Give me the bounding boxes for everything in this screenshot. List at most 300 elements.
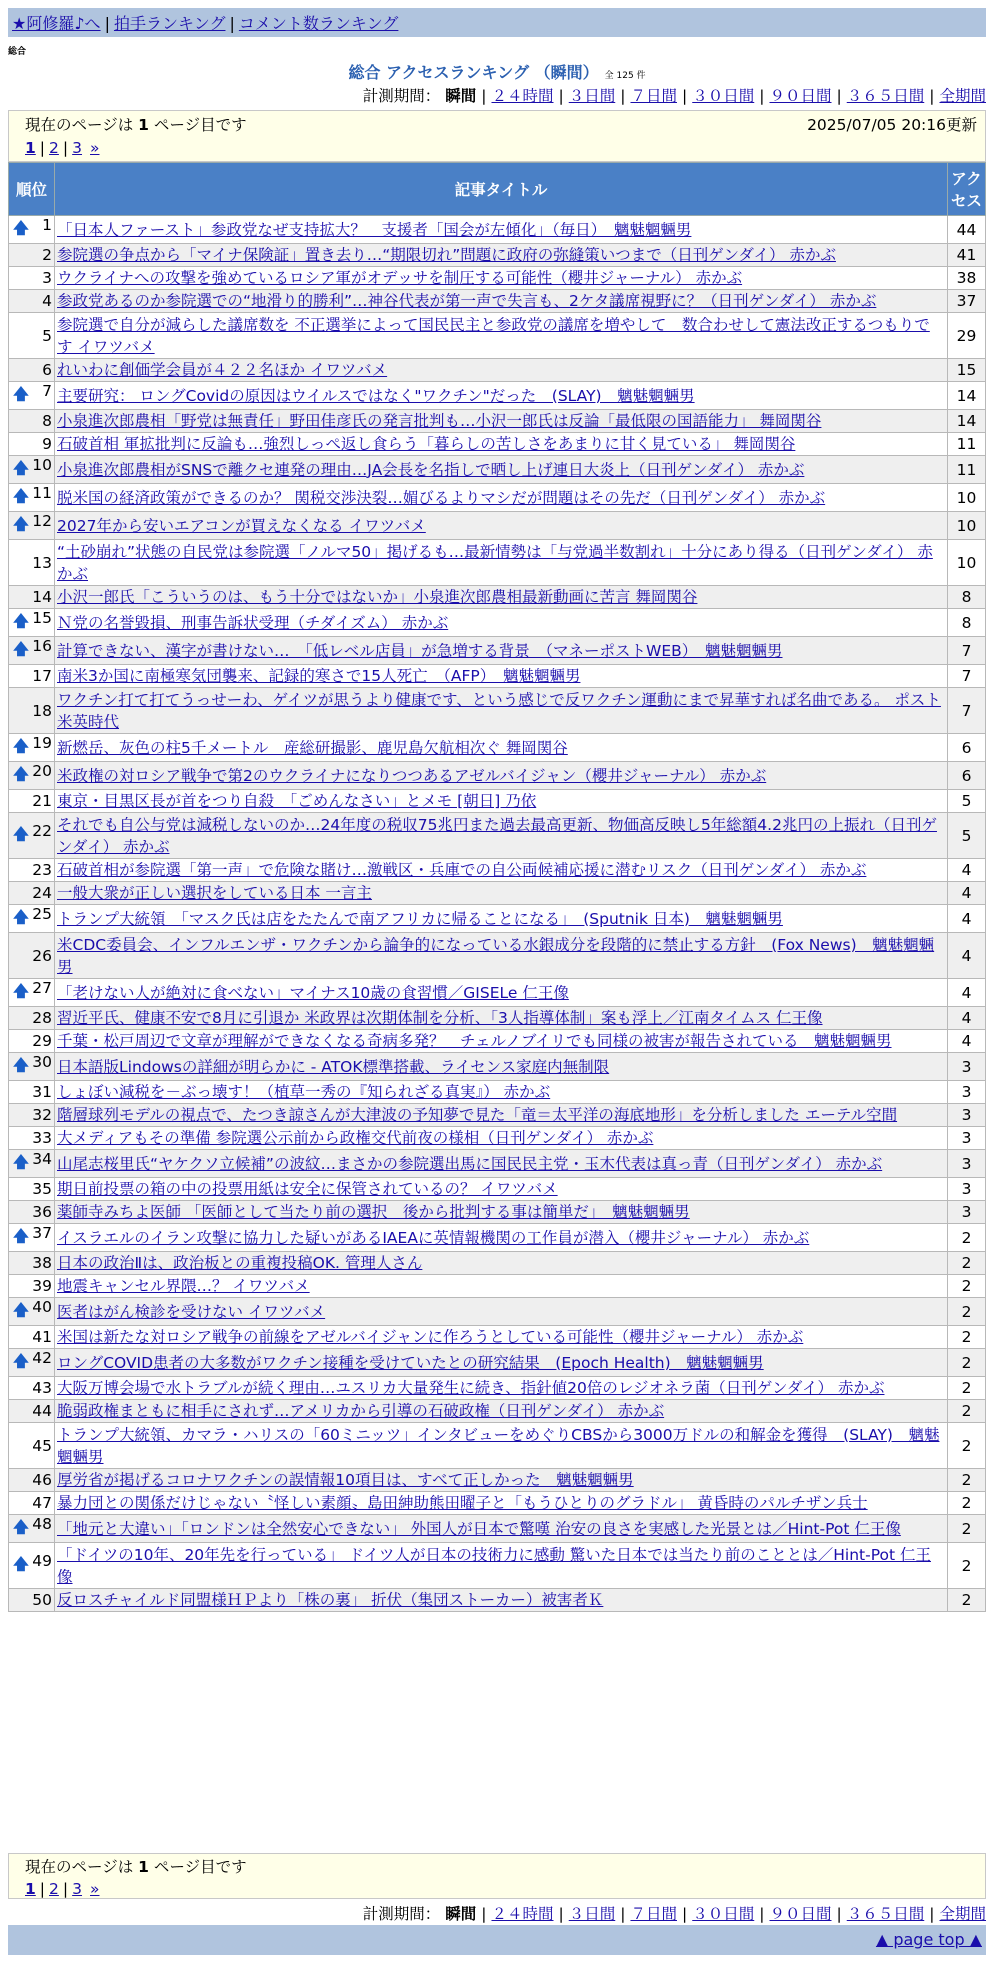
rank-number: 3 [42, 269, 52, 287]
rank-up-icon: 🡅 [13, 982, 29, 1000]
rank-number: 30 [32, 1053, 52, 1071]
rank-cell [9, 410, 55, 433]
table-row [9, 1423, 986, 1469]
title-cell [55, 1030, 948, 1053]
title-cell [55, 813, 948, 859]
rank-number: 24 [32, 884, 52, 902]
period-separator: | [929, 1905, 935, 1923]
article-link[interactable]: 米CDC委員会、インフルエンザ・ワクチンから論争的になっている水銀成分を段階的に禁止する方針 (Fox News) 魑魅魍魎男 [57, 935, 935, 976]
article-link[interactable]: 日本の政治Ⅱは、政治板との重複投稿OK. 管理人さん [57, 1254, 423, 1272]
title-cell [55, 1275, 948, 1298]
title-cell [55, 1543, 948, 1589]
current-page-text-bottom: 現在のページは 1 ページ目です [25, 1858, 247, 1876]
rank-number: 11 [32, 484, 52, 502]
rank-number: 35 [32, 1180, 52, 1198]
table-row [9, 882, 986, 905]
table-row [9, 290, 986, 313]
period-separator: | [836, 1905, 842, 1923]
table-row [9, 1469, 986, 1492]
rank-up-icon: 🡅 [13, 219, 29, 237]
access-count: 3 [948, 1104, 986, 1127]
title-cell [55, 1252, 948, 1275]
next-page-link[interactable]: » [90, 139, 100, 157]
title-cell [55, 433, 948, 456]
rank-number: 7 [42, 382, 52, 400]
rank-number: 32 [32, 1106, 52, 1124]
table-row [9, 979, 986, 1007]
rank-number: 13 [32, 553, 52, 572]
title-cell [55, 313, 948, 359]
article-link[interactable]: 小泉進次郎農相がSNSで離クセ連発の理由…JA会長を名指しで晒し上げ連日大炎上（日刊ゲンダイ） 赤かぶ [57, 460, 805, 479]
rank-number: 26 [32, 946, 52, 965]
article-link[interactable]: 日本語版Lindowsの詳細が明らかに - ATOK標準搭載、ライセンス家庭内無制限 [57, 1057, 610, 1076]
rank-cell [9, 1178, 55, 1201]
table-row [9, 540, 986, 586]
page-link-3[interactable]: 3 [72, 139, 83, 157]
title-cell [55, 484, 948, 512]
period-link-5[interactable]: ３６５日間 [846, 87, 925, 105]
table-row [9, 1515, 986, 1543]
rank-cell [9, 1469, 55, 1492]
rank-up-icon: 🡅 [13, 1518, 29, 1536]
title-cell [55, 1007, 948, 1030]
access-count: 2 [948, 1298, 986, 1326]
article-link[interactable]: 一般大衆が正しい選択をしている日本 一言主 [57, 884, 372, 902]
period-link-2[interactable]: ７日間 [630, 1905, 677, 1923]
article-link[interactable]: 大阪万博会場で水トラブルが続く理由…ユスリカ大量発生に続き、指針値20倍のレジオネラ菌（日刊ゲンダイ） 赤かぶ [57, 1379, 885, 1397]
title-cell [55, 1104, 948, 1127]
rank-up-icon: 🡅 [13, 1153, 29, 1171]
article-link[interactable]: 計算できない、漢字が書けない… 「低レベル店員」が急増する背景 （マネーポストWEB） 魑魅魍魎男 [57, 641, 783, 660]
rank-cell [9, 1543, 55, 1589]
table-row [9, 1377, 986, 1400]
rank-number: 42 [32, 1349, 52, 1367]
rank-cell [9, 734, 55, 762]
period-link-3[interactable]: ３０日間 [692, 87, 755, 105]
page-link-2[interactable]: 2 [49, 139, 59, 157]
table-row [9, 933, 986, 979]
rank-cell [9, 665, 55, 688]
access-count: 2 [948, 1275, 986, 1298]
title-cell [55, 410, 948, 433]
access-count: 4 [948, 882, 986, 905]
rank-up-icon: 🡅 [13, 908, 29, 926]
page-link-3[interactable]: 3 [72, 1880, 83, 1898]
rank-up-icon: 🡅 [13, 1301, 29, 1319]
rank-number: 6 [42, 361, 52, 379]
title-cell [55, 1298, 948, 1326]
table-row [9, 1326, 986, 1349]
top-nav-bar [8, 8, 986, 37]
rank-up-icon: 🡅 [13, 1056, 29, 1074]
rank-number: 48 [32, 1515, 52, 1533]
period-separator: | [481, 87, 487, 105]
nav-separator: | [229, 14, 235, 33]
article-link[interactable]: イスラエルのイラン攻撃に協力した疑いがあるIAEAに英情報機関の工作員が潜入（櫻井ジャーナル） 赤かぶ [57, 1228, 810, 1247]
page-separator: | [62, 1880, 69, 1898]
rank-number: 18 [32, 701, 52, 720]
rank-cell [9, 313, 55, 359]
access-count: 2 [948, 1377, 986, 1400]
rank-number: 47 [32, 1494, 52, 1512]
table-row [9, 1400, 986, 1423]
table-row [9, 1224, 986, 1252]
access-count: 6 [948, 762, 986, 790]
rank-number: 19 [32, 734, 52, 752]
rank-number: 14 [32, 588, 52, 606]
period-current: 瞬間 [445, 1905, 477, 1923]
table-row [9, 359, 986, 382]
period-separator: | [759, 87, 765, 105]
access-count: 4 [948, 1030, 986, 1053]
access-count: 2 [948, 1423, 986, 1469]
rank-number: 16 [32, 637, 52, 655]
period-separator: | [759, 1905, 765, 1923]
rank-number: 50 [32, 1591, 52, 1609]
period-link-0[interactable]: ２４時間 [491, 1905, 554, 1923]
rank-cell [9, 433, 55, 456]
rank-cell [9, 586, 55, 609]
article-link[interactable]: 参院選で自分が減らした議席数を 不正選挙によって国民民主と参政党の議席を増やして 数合わせして憲法改正するつもりです イワツバメ [57, 315, 930, 356]
rank-number: 15 [32, 609, 52, 627]
rank-cell [9, 609, 55, 637]
article-link[interactable]: 米国は新たな対ロシア戦争の前線をアゼルバイジャンに作ろうとしている可能性（櫻井ジャーナル） 赤かぶ [57, 1328, 804, 1346]
article-link[interactable]: 米政権の対ロシア戦争で第2のウクライナになりつつあるアゼルバイジャン（櫻井ジャーナル） 赤かぶ [57, 766, 767, 785]
rank-up-icon: 🡅 [13, 737, 29, 755]
rank-cell [9, 1349, 55, 1377]
period-link-1[interactable]: ３日間 [568, 87, 616, 105]
article-link[interactable]: それでも自公与党は減税しないのか…24年度の税収75兆円また過去最高更新、物価高反映し5年総額4.2兆円の上振れ（日刊ゲンダイ） 赤かぶ [57, 815, 937, 856]
article-link[interactable]: 暴力団との関係だけじゃない〝怪しい素顔〟島田紳助熊田曜子と「もうひとりのグラドル」 黄昏時のパルチザン兵士 [57, 1494, 868, 1512]
access-count: 44 [948, 216, 986, 244]
rank-number: 22 [32, 822, 52, 840]
article-link[interactable]: 地震キャンセル界隈…？ イワツバメ [57, 1277, 310, 1295]
rank-cell [9, 1515, 55, 1543]
title-cell [55, 540, 948, 586]
rank-cell [9, 1081, 55, 1104]
rank-cell [9, 790, 55, 813]
page-link-2[interactable]: 2 [49, 1880, 59, 1898]
access-count: 3 [948, 1201, 986, 1224]
article-link[interactable]: ウクライナへの攻撃を強めているロシア軍がオデッサを制圧する可能性（櫻井ジャーナル） 赤かぶ [57, 269, 743, 287]
page-separator: | [39, 1880, 46, 1898]
access-count: 29 [948, 313, 986, 359]
nav-link-comment-ranking[interactable]: コメント数ランキング [238, 14, 399, 33]
article-link[interactable]: Ｎ党の名誉毀損、刑事告訴状受理（チダイズム） 赤かぶ [57, 613, 449, 632]
rank-cell [9, 1275, 55, 1298]
table-row [9, 1298, 986, 1326]
table-row [9, 665, 986, 688]
table-row [9, 456, 986, 484]
article-link[interactable]: 南米3か国に南極寒気団襲来、記録的寒さで15人死亡 （AFP） 魑魅魍魎男 [57, 667, 581, 685]
article-link[interactable]: 薬師寺みちよ医師 「医師として当たり前の選択 後から批判する事は簡単だ」 魑魅魍魎男 [57, 1203, 690, 1221]
article-link[interactable]: 石破首相が参院選「第一声」で危険な賭け…激戦区・兵庫での自公両候補応援に潜むリスク（日刊ゲンダイ） 赤かぶ [57, 861, 867, 879]
access-count: 11 [948, 433, 986, 456]
table-row [9, 586, 986, 609]
rank-number: 28 [32, 1009, 52, 1027]
rank-up-icon: 🡅 [13, 515, 29, 533]
rank-number: 41 [32, 1328, 52, 1346]
table-row [9, 1492, 986, 1515]
rank-cell [9, 859, 55, 882]
table-row [9, 1275, 986, 1298]
article-link[interactable]: トランプ大統領、カマラ・ハリスの「60ミニッツ」インタビューをめぐりCBSから3000万ドルの和解金を獲得 (SLAY) 魑魅魍魎男 [57, 1425, 940, 1466]
header-title: 記事タイトル [55, 163, 948, 216]
article-link[interactable]: 小泉進次郎農相「野党は無責任」野田佳彦氏の発言批判も…小沢一郎氏は反論「最低限の国語能力」 舞岡関谷 [57, 412, 822, 430]
rank-number: 1 [42, 216, 52, 234]
article-link[interactable]: 参院選の争点から「マイナ保険証」置き去り…“期限切れ”問題に政府の弥縫策いつまで（日刊ゲンダイ） 赤かぶ [57, 246, 836, 264]
access-count: 3 [948, 1178, 986, 1201]
article-link[interactable]: 「ドイツの10年、20年先を行っている」 ドイツ人が日本の技術力に感動 驚いた日本では当たり前のこととは／Hint-Pot 仁王像 [57, 1545, 931, 1586]
access-count: 2 [948, 1252, 986, 1275]
rank-number: 34 [32, 1150, 52, 1168]
title-cell [55, 1326, 948, 1349]
access-count: 3 [948, 1150, 986, 1178]
period-link-0[interactable]: ２４時間 [491, 87, 554, 105]
table-row [9, 905, 986, 933]
access-count: 2 [948, 1492, 986, 1515]
page-separator: | [39, 139, 46, 157]
title-cell [55, 1127, 948, 1150]
rank-up-icon: 🡅 [13, 385, 29, 403]
rank-cell [9, 512, 55, 540]
title-cell [55, 665, 948, 688]
title-cell [55, 1492, 948, 1515]
period-separator: | [682, 1905, 688, 1923]
article-link[interactable]: 山尾志桜里氏“ヤケクソ立候補”の波紋…まさかの参院選出馬に国民民主党・玉木代表は真っ青（日刊ゲンダイ） 赤かぶ [57, 1154, 883, 1173]
rank-number: 5 [42, 326, 52, 345]
period-link-6[interactable]: 全期間 [939, 1905, 986, 1923]
rank-cell [9, 1492, 55, 1515]
title-cell [55, 1423, 948, 1469]
table-row [9, 410, 986, 433]
article-link[interactable]: 階層球列モデルの視点で、たつき諒さんが大津波の予知夢で見た「竜＝太平洋の海底地形」を分析しました エーテル空間 [57, 1106, 898, 1124]
rank-up-icon: 🡅 [13, 765, 29, 783]
rank-number: 9 [42, 435, 52, 453]
title-cell [55, 1053, 948, 1081]
access-count: 8 [948, 609, 986, 637]
title-cell [55, 1150, 948, 1178]
period-separator: | [682, 87, 688, 105]
rank-number: 10 [32, 456, 52, 474]
title-cell [55, 216, 948, 244]
nav-link-asyura[interactable]: ★阿修羅♪へ [12, 14, 101, 33]
article-link[interactable]: 小沢一郎氏「こういうのは、もう十分ではないか」小泉進次郎農相最新動画に苦言 舞岡関谷 [57, 588, 698, 606]
rank-cell [9, 979, 55, 1007]
access-count: 5 [948, 790, 986, 813]
title-cell [55, 267, 948, 290]
access-count: 4 [948, 933, 986, 979]
period-separator: | [836, 87, 842, 105]
title-cell [55, 359, 948, 382]
rank-cell [9, 905, 55, 933]
period-link-5[interactable]: ３６５日間 [846, 1905, 925, 1923]
period-separator: | [929, 87, 935, 105]
article-link[interactable]: しょぼい減税を－ぶっ壊す！（植草一秀の『知られざる真実』） 赤かぶ [57, 1083, 551, 1101]
article-link[interactable]: れいわに創価学会員が４２２名ほか イワツバメ [57, 361, 388, 379]
article-link[interactable]: 期日前投票の箱の中の投票用紙は安全に保管されているの？ イワツバメ [57, 1180, 558, 1198]
rank-cell [9, 1201, 55, 1224]
title-cell [55, 609, 948, 637]
rank-up-icon: 🡅 [13, 825, 29, 843]
table-row [9, 433, 986, 456]
title-cell [55, 586, 948, 609]
table-row [9, 1589, 986, 1612]
article-link[interactable]: 主要研究： ロングCovidの原因はウイルスではなく"ワクチン"だった (SLAY) 魑魅魍魎男 [57, 386, 695, 405]
updated-timestamp: 2025/07/05 20:16更新 [807, 116, 977, 134]
rank-cell [9, 882, 55, 905]
article-link[interactable]: ワクチン打て打てうっせーわ、ゲイツが思うより健康です、という感じで反ワクチン運動にまで昇華すれば名曲である。 ポスト米英時代 [57, 690, 941, 731]
article-link[interactable]: 「地元と大違い」「ロンドンは全然安心できない」 外国人が日本で驚嘆 治安の良さを実感した光景とは／Hint-Pot 仁王像 [57, 1519, 901, 1538]
period-link-6[interactable]: 全期間 [939, 87, 986, 105]
ranking-table [8, 162, 986, 1612]
article-link[interactable]: 「日本人ファースト」参政党なぜ支持拡大？ 支援者「国会が左傾化」（毎日） 魑魅魍魎男 [57, 220, 692, 239]
next-page-link[interactable]: » [90, 1880, 100, 1898]
rank-number: 45 [32, 1436, 52, 1455]
article-link[interactable]: 脱米国の経済政策ができるのか？ 関税交渉決裂…媚びるよりマシだが問題はその先だ（日刊ゲンダイ） 赤かぶ [57, 488, 826, 507]
table-row [9, 1127, 986, 1150]
rank-cell [9, 1400, 55, 1423]
period-separator: | [558, 1905, 564, 1923]
nav-separator: | [104, 14, 110, 33]
rank-up-icon: 🡅 [13, 1555, 29, 1573]
rank-cell [9, 762, 55, 790]
access-count: 2 [948, 1224, 986, 1252]
article-link[interactable]: 2027年から安いエアコンが買えなくなる イワツバメ [57, 516, 426, 535]
rank-cell [9, 216, 55, 244]
page-top-link[interactable]: ▲ page top ▲ [875, 1930, 982, 1949]
title-cell [55, 905, 948, 933]
table-row [9, 762, 986, 790]
rank-cell [9, 637, 55, 665]
article-link[interactable]: 医者はがん検診を受けない イワツバメ [57, 1302, 326, 1321]
rank-number: 44 [32, 1402, 52, 1420]
period-link-4[interactable]: ９０日間 [769, 1905, 832, 1923]
rank-number: 29 [32, 1032, 52, 1050]
title-cell [55, 1515, 948, 1543]
category-label: 総合 [8, 47, 27, 57]
rank-cell [9, 813, 55, 859]
page-title-text: 総合 アクセスランキング （瞬間） [348, 63, 599, 82]
rank-up-icon: 🡅 [13, 1227, 29, 1245]
title-cell [55, 688, 948, 734]
access-count: 10 [948, 512, 986, 540]
article-link[interactable]: 東京・目黒区長が首をつり自殺 「ごめんなさい」とメモ [朝日] 乃依 [57, 792, 537, 810]
title-cell [55, 1224, 948, 1252]
period-link-4[interactable]: ９０日間 [769, 87, 832, 105]
period-link-1[interactable]: ３日間 [568, 1905, 616, 1923]
article-link[interactable]: 大メディアもその準備 参院選公示前から政権交代前夜の様相（日刊ゲンダイ） 赤かぶ [57, 1129, 654, 1147]
article-link[interactable]: 習近平氏、健康不安で8月に引退か 米政界は次期体制を分析、「3人指導体制」案も浮上／江南タイムス 仁王像 [57, 1009, 823, 1027]
access-count: 2 [948, 1326, 986, 1349]
article-link[interactable]: 参政党あるのか参院選での“地滑り的勝利”…神谷代表が第一声で失言も、2ケタ議席視野に？（日刊ゲンダイ） 赤かぶ [57, 292, 877, 310]
access-count: 8 [948, 586, 986, 609]
rank-cell [9, 1377, 55, 1400]
rank-cell [9, 1127, 55, 1150]
table-row [9, 382, 986, 410]
table-row [9, 267, 986, 290]
article-link[interactable]: 石破首相 軍拡批判に反論も…強烈しっぺ返し食らう「暮らしの苦しさをあまりに甘く見ている」 舞岡関谷 [57, 435, 796, 453]
rank-cell [9, 540, 55, 586]
title-cell [55, 1178, 948, 1201]
pagination-top [25, 137, 977, 161]
rank-cell [9, 456, 55, 484]
nav-link-clap-ranking[interactable]: 拍手ランキング [113, 14, 226, 33]
rank-number: 4 [42, 292, 52, 310]
access-count: 2 [948, 1349, 986, 1377]
period-link-2[interactable]: ７日間 [630, 87, 677, 105]
title-cell [55, 637, 948, 665]
rank-number: 43 [32, 1379, 52, 1397]
rank-number: 25 [32, 905, 52, 923]
rank-cell [9, 382, 55, 410]
rank-up-icon: 🡅 [13, 612, 29, 630]
rank-number: 38 [32, 1254, 52, 1272]
access-count: 7 [948, 665, 986, 688]
period-current: 瞬間 [445, 87, 477, 105]
title-cell [55, 762, 948, 790]
page-link-1[interactable]: 1 [25, 139, 36, 157]
access-count: 11 [948, 456, 986, 484]
table-row [9, 313, 986, 359]
rank-cell [9, 484, 55, 512]
rank-cell [9, 1224, 55, 1252]
access-count: 2 [948, 1400, 986, 1423]
rank-number: 40 [32, 1298, 52, 1316]
article-link[interactable]: 千葉・松戸周辺で文章が理解ができなくなる奇病多発？ チェルノブイリでも同様の被害が報告されている 魑魅魍魎男 [57, 1032, 892, 1050]
access-count: 2 [948, 1543, 986, 1589]
period-link-3[interactable]: ３０日間 [692, 1905, 755, 1923]
page-info-top [8, 110, 986, 162]
article-link[interactable]: ロングCOVID患者の大多数がワクチン接種を受けていたとの研究結果 (Epoch Health) 魑魅魍魎男 [57, 1353, 764, 1372]
table-row [9, 1252, 986, 1275]
title-cell [55, 882, 948, 905]
period-separator: | [620, 87, 626, 105]
article-link[interactable]: トランプ大統領 「マスク氏は店をたたんで南アフリカに帰ることになる」 (Sputnik 日本) 魑魅魍魎男 [57, 909, 783, 928]
header-access: アクセス [948, 163, 986, 216]
rank-number: 49 [32, 1552, 52, 1570]
table-row [9, 790, 986, 813]
rank-cell [9, 359, 55, 382]
period-separator: | [558, 87, 564, 105]
article-link[interactable]: 反ロスチャイルド同盟様ＨＰより「株の裏」 折伏（集団ストーカー）被害者Ｋ [57, 1591, 604, 1609]
title-cell [55, 382, 948, 410]
table-row [9, 609, 986, 637]
page-info-bottom [8, 1853, 986, 1899]
header-rank: 順位 [9, 163, 55, 216]
access-count: 4 [948, 979, 986, 1007]
access-count: 41 [948, 244, 986, 267]
article-link[interactable]: 厚労省が掲げるコロナワクチンの誤情報10項目は、すべて正しかった 魑魅魍魎男 [57, 1471, 634, 1489]
article-link[interactable]: 「老けない人が絶対に食べない」マイナス10歳の食習慣／GISELe 仁王像 [57, 983, 569, 1002]
rank-number: 8 [42, 412, 52, 430]
rank-number: 23 [32, 861, 52, 879]
table-row [9, 1053, 986, 1081]
article-link[interactable]: 脆弱政権まともに相手にされず…アメリカから引導の石破政権（日刊ゲンダイ） 赤かぶ [57, 1402, 665, 1420]
article-link[interactable]: “土砂崩れ”状態の自民党は参院選「ノルマ50」掲げるも…最新情勢は「与党過半数割れ」十分にあり得る（日刊ゲンダイ） 赤かぶ [57, 542, 933, 583]
access-count: 10 [948, 484, 986, 512]
table-row [9, 859, 986, 882]
table-row [9, 637, 986, 665]
rank-number: 46 [32, 1471, 52, 1489]
article-link[interactable]: 新燃岳、灰色の柱5千メートル 産総研撮影、鹿児島欠航相次ぐ 舞岡関谷 [57, 738, 568, 757]
title-cell [55, 790, 948, 813]
title-cell [55, 933, 948, 979]
table-row [9, 216, 986, 244]
page-link-1[interactable]: 1 [25, 1880, 36, 1898]
table-row [9, 1030, 986, 1053]
title-cell [55, 1349, 948, 1377]
